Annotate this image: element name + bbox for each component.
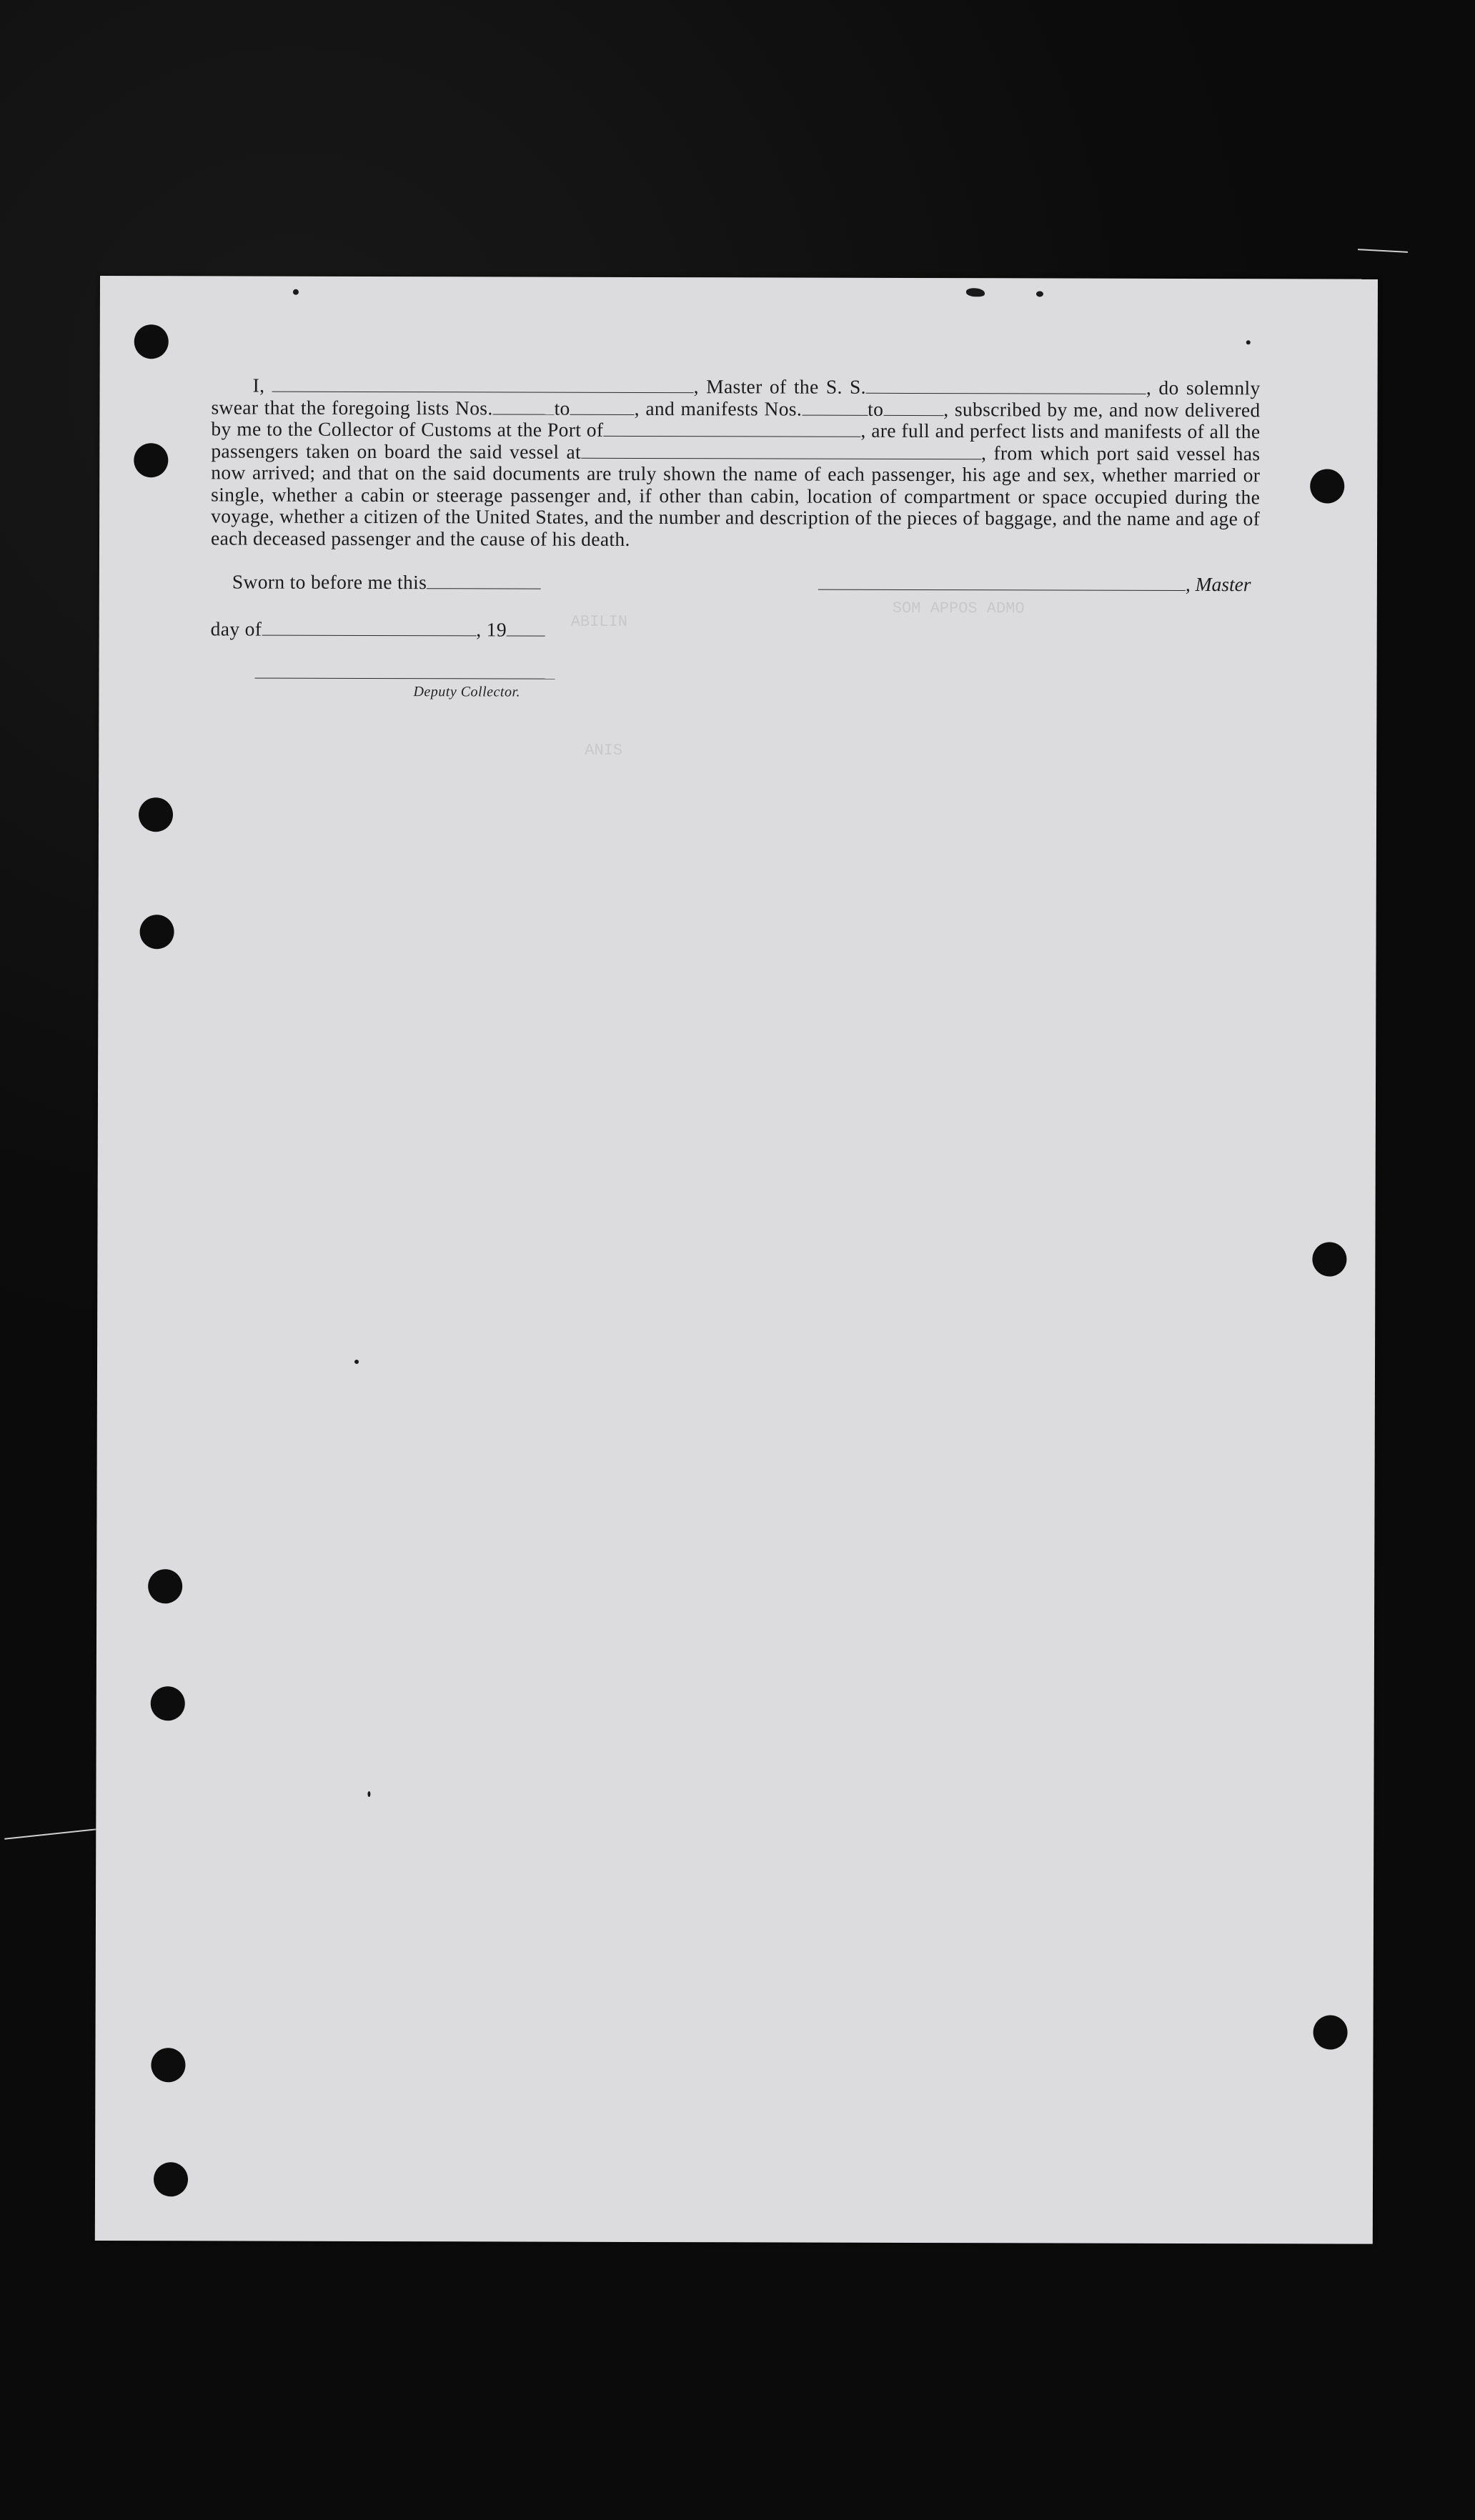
oath-text: , and manifests Nos. [634,397,803,420]
oath-text: to [868,397,884,420]
year-blank [507,621,545,636]
oath-text: I, [252,374,272,397]
punch-hole [148,1569,182,1603]
deputy-collector-label: Deputy Collector. [413,684,521,700]
day-of-label: day of [210,617,262,640]
oath-text: , from which port said vessel has now arrived; and that on the said documents are truly shown the name of each passenger, his age and sex, whether married or single, whether a cabin or steerage passenger and, if other than cabin, location of compartment or space occupied during the voyage, whether a citizen of the United States, and the number and description of the pieces of baggage, and the name and age of each deceased passenger and the cause of his death. [211,441,1261,550]
bleed-through-text: ANIS [585,741,623,760]
port-blank [603,422,860,437]
date-row [211,617,545,641]
vessel-name-blank [866,379,1146,394]
oath-text: , Master of the S. S. [693,375,866,398]
master-label: , Master [1185,572,1251,596]
punch-hole [1313,2015,1348,2049]
punch-hole [154,2162,188,2196]
punch-hole [139,797,173,832]
departure-port-blank [581,443,981,459]
paper-speck [367,1791,370,1797]
punch-hole [151,1686,185,1720]
paper-speck [1036,291,1043,297]
punch-hole [1312,1242,1346,1276]
sworn-label: Sworn to before me this [232,570,427,594]
paper-speck [293,289,299,295]
punch-hole [1310,469,1344,503]
manifest-to-blank [883,400,943,415]
oath-paragraph [211,374,1261,552]
punch-hole [140,915,174,949]
oath-text: to [554,397,570,419]
paper-speck [1246,340,1251,344]
paper-speck [354,1360,359,1364]
manifest-from-blank [802,400,868,415]
punch-hole [134,324,169,359]
list-to-blank [570,399,635,414]
oath-text: , are full and perfect lists and manifests of all the passengers taken on board the said vessel at [211,419,1261,463]
paper-speck [966,288,985,297]
oath-text: , do solemnly swear that the foregoing lists Nos. [211,376,1261,419]
sworn-day-blank [427,574,541,589]
document-page [95,276,1378,2244]
bleed-through-text: SOM APPOS ADMO [892,599,1025,618]
punch-hole [151,2048,185,2082]
month-blank [262,621,476,637]
master-name-blank [272,377,694,394]
list-from-blank [493,399,555,414]
master-signature-row [818,572,1251,597]
deputy-signature-line [255,678,555,679]
bleed-through-text: ABILIN [570,612,627,631]
sworn-row [211,570,541,594]
year-label: , 19 [476,618,507,641]
punch-hole [134,443,168,477]
master-signature-blank [818,575,1186,591]
oath-text: , subscribed by me, and now delivered by me to the Collector of Customs at the Port of [211,397,1261,441]
